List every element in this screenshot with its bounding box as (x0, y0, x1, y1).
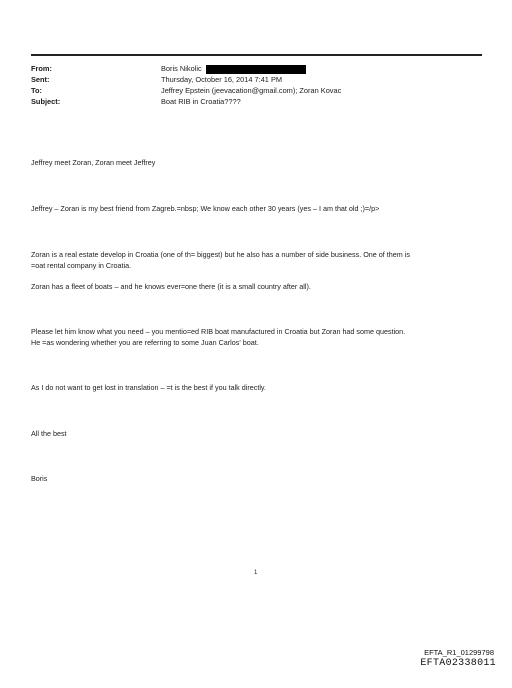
header-rule (31, 54, 482, 56)
page-number: 1 (254, 570, 258, 576)
subject-value: Boat RIB in Croatia???? (161, 97, 241, 106)
body-paragraph-4 (31, 281, 482, 292)
bates-stamp-large: EFTA02338011 (420, 658, 496, 669)
sent-value: Thursday, October 16, 2014 7:41 PM (161, 75, 283, 84)
subject-row (31, 96, 482, 107)
signature-name (31, 473, 482, 484)
redaction-block (206, 65, 306, 74)
paragraph-text: Jeffrey meet Zoran, Zoran meet Jeffrey (31, 158, 156, 167)
paragraph-text: Jeffrey – Zoran is my best friend from Zagreb.=nbsp; We know each other 30 years (yes – I am that old ;)=/p> (31, 204, 380, 213)
sender-name: Boris Nikolic (161, 64, 202, 73)
paragraph-text: As I do not want to get lost in translation – =t is the best if you talk directly. (31, 383, 266, 392)
subject-label: Subject: (31, 97, 61, 106)
from-row (31, 63, 482, 74)
to-row (31, 85, 482, 96)
paragraph-text: Boris (31, 474, 48, 483)
body-paragraph-1 (31, 157, 482, 168)
bates-stamp-small: EFTA_R1_01299798 (424, 648, 494, 657)
body-paragraph-5 (31, 326, 482, 348)
paragraph-line: He =as wondering whether you are referring to some Juan Carlos' boat. (31, 338, 259, 347)
from-value (161, 63, 306, 74)
sent-label: Sent: (31, 75, 50, 84)
from-label: From: (31, 64, 52, 73)
closing-line (31, 428, 482, 439)
sent-row (31, 74, 482, 85)
paragraph-text: Zoran has a fleet of boats – and he knows ever=one there (it is a small country after all). (31, 282, 311, 291)
paragraph-text: All the best (31, 429, 67, 438)
paragraph-line: Zoran is a real estate develop in Croatia (one of th= biggest) but he also has a number of side business. One of them is (31, 250, 410, 259)
body-paragraph-2 (31, 203, 482, 214)
to-value: Jeffrey Epstein (jeevacation@gmail.com); Zoran Kovac (161, 86, 342, 95)
body-paragraph-3 (31, 249, 482, 271)
paragraph-line: Please let him know what you need – you mentio=ed RIB boat manufactured in Croatia but Zoran had some question. (31, 327, 406, 336)
paragraph-line: =oat rental company in Croatia. (31, 261, 132, 270)
email-header (31, 63, 482, 107)
body-paragraph-6 (31, 382, 482, 393)
to-label: To: (31, 86, 42, 95)
